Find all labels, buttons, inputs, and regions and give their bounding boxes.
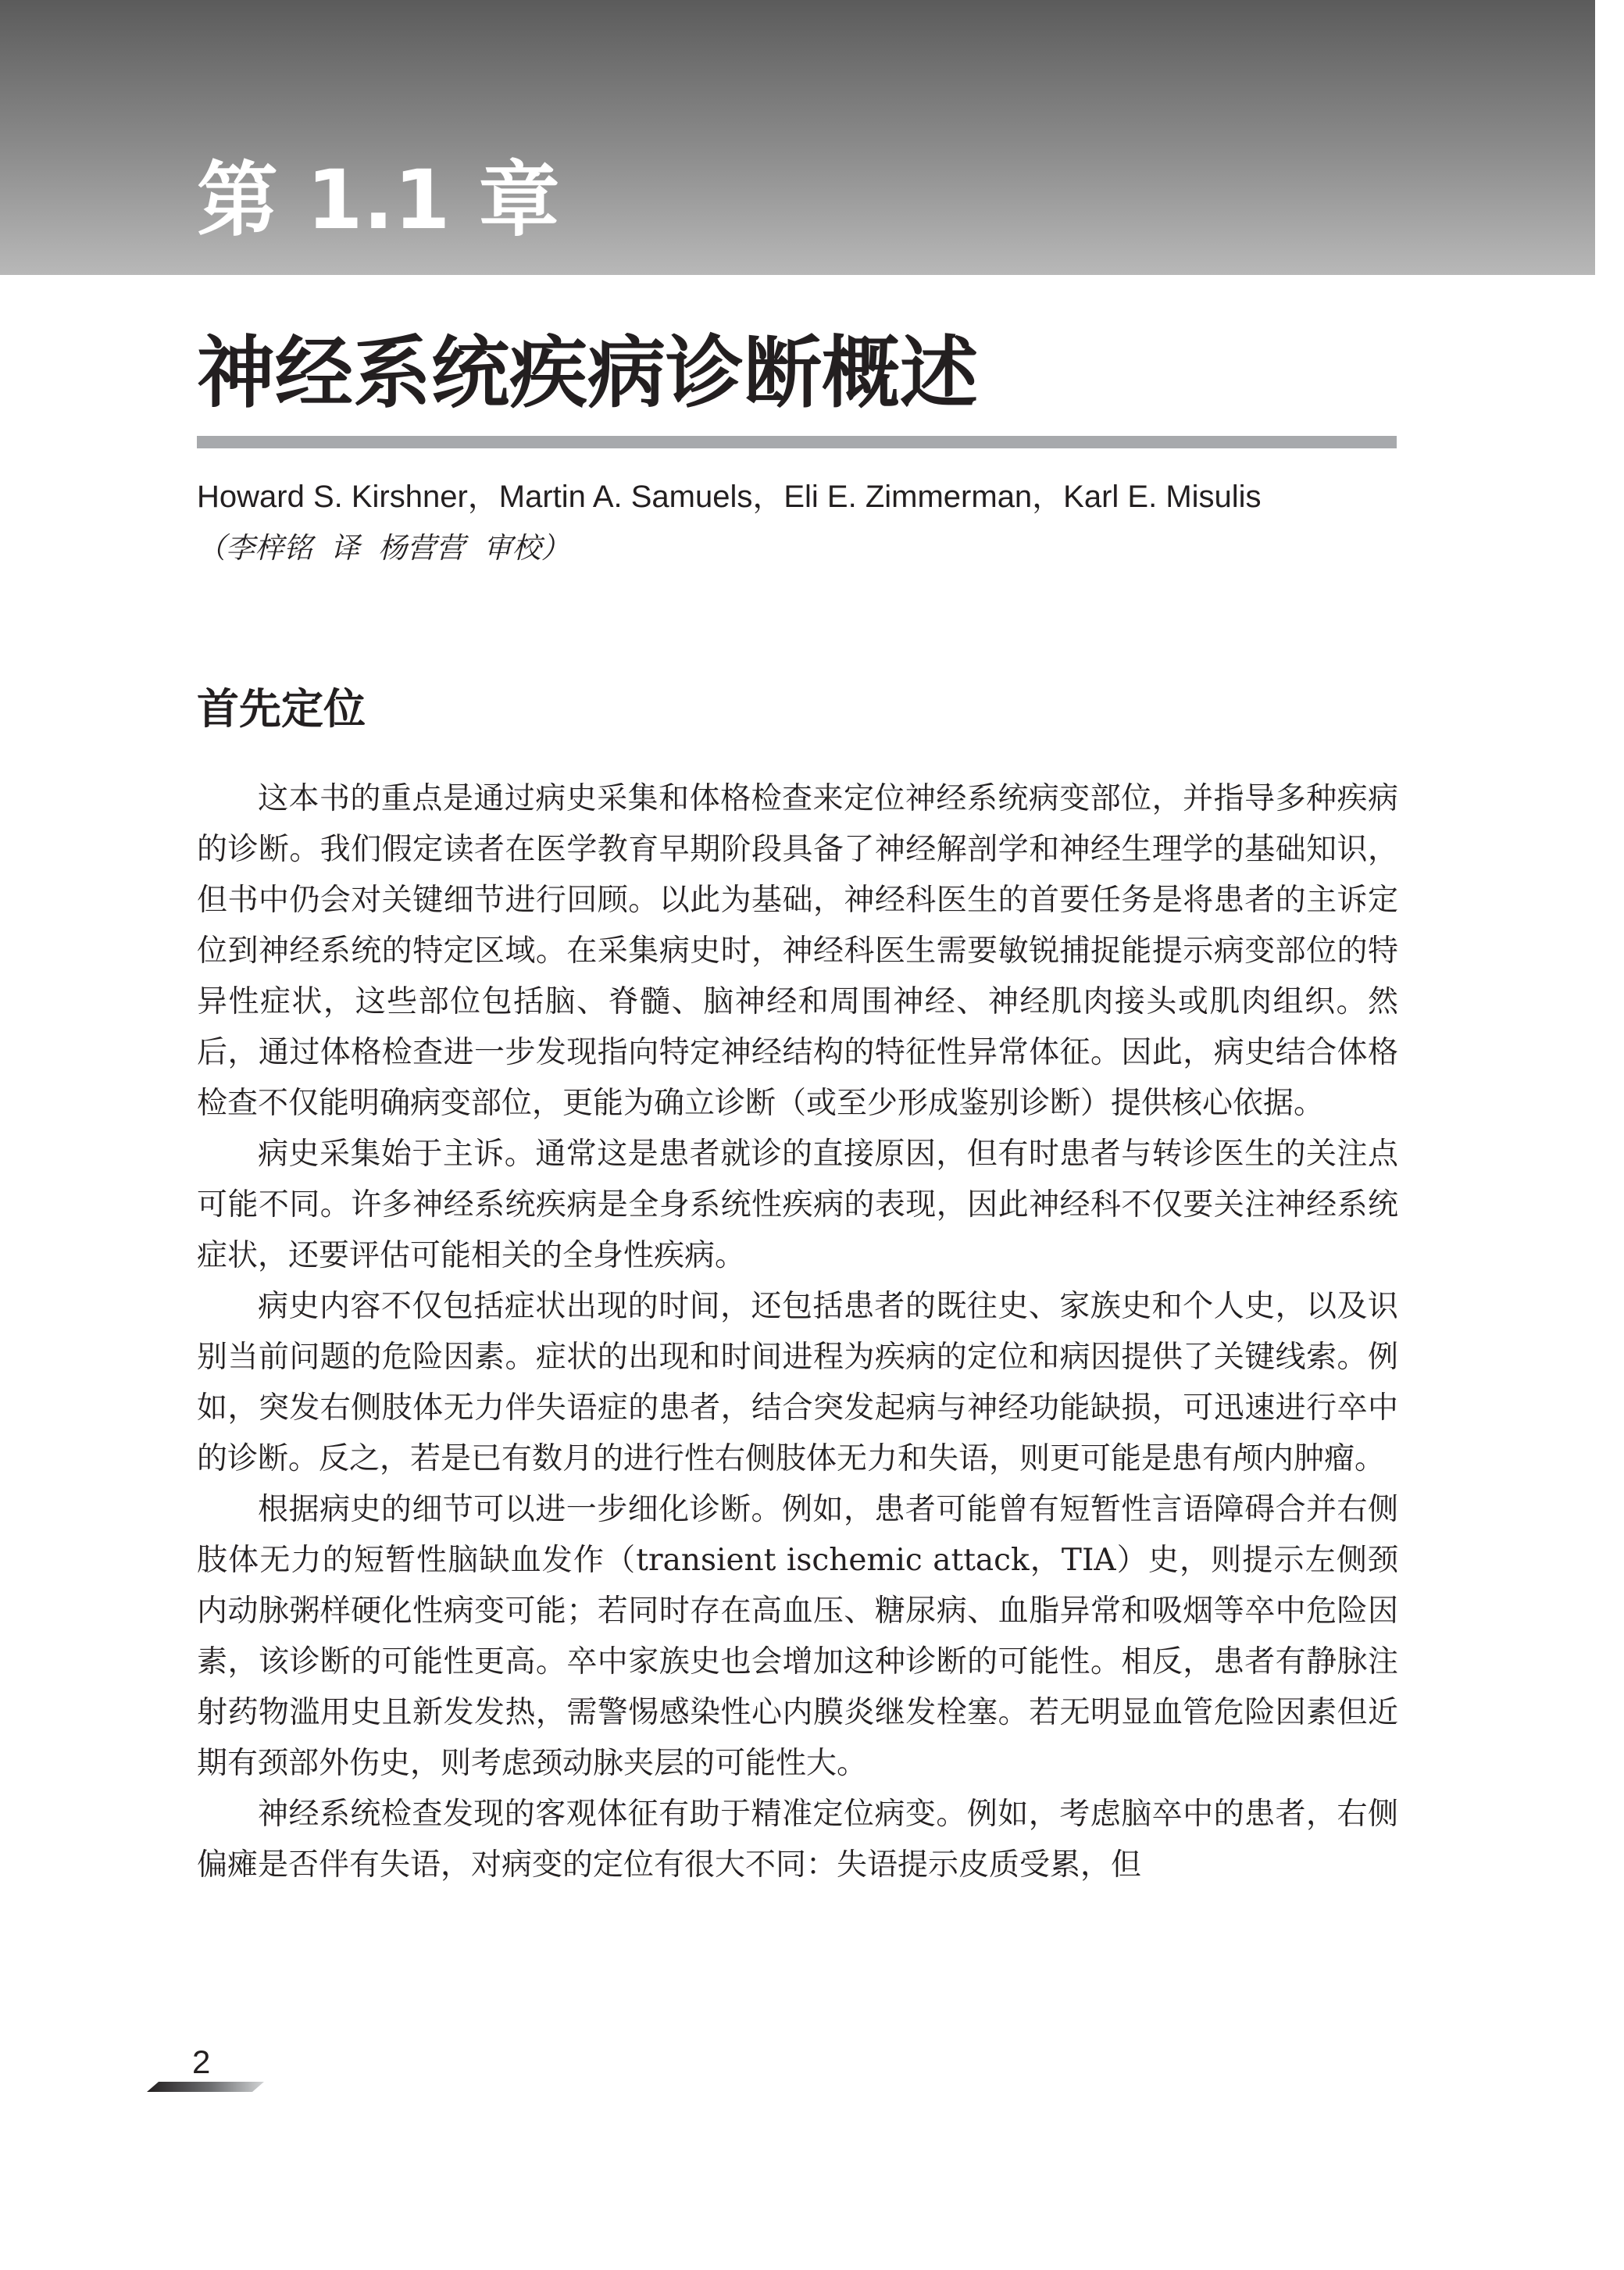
- author-list: Howard S. Kirshner，Martin A. Samuels，Eli E. Zimmerman，Karl E. Misulis: [197, 480, 1262, 514]
- paragraph: 这本书的重点是通过病史采集和体格检查来定位神经系统病变部位，并指导多种疾病的诊断。我们假定读者在医学教育早期阶段具备了神经解剖学和神经生理学的基础知识，但书中仍会对关键细节进行回顾。以此为基础，神经科医生的首要任务是将患者的主诉定位到神经系统的特定区域。在采集病史时，神经科医生需要敏锐捕捉能提示病变部位的特异性症状，这些部位包括脑、脊髓、脑神经和周围神经、神经肌肉接头或肌肉组织。然后，通过体格检查进一步发现指向特定神经结构的特征性异常体征。因此，病史结合体格检查不仅能明确病变部位，更能为确立诊断（或至少形成鉴别诊断）提供核心依据。: [197, 781, 1398, 1121]
- paragraph: 病史内容不仅包括症状出现的时间，还包括患者的既往史、家族史和个人史，以及识别当前问题的危险因素。症状的出现和时间进程为疾病的定位和病因提供了关键线索。例如，突发右侧肢体无力伴失语症的患者，结合突发起病与神经功能缺损，可迅速进行卒中的诊断。反之，若是已有数月的进行性右侧肢体无力和失语，则更可能是患有颅内肿瘤。: [197, 1289, 1398, 1476]
- page-number: 2: [192, 2043, 211, 2080]
- chapter-title: 神经系统疾病诊断概述: [197, 327, 978, 419]
- chapter-label: 第 1.1 章: [197, 152, 560, 248]
- paragraph: 病史采集始于主诉。通常这是患者就诊的直接原因，但有时患者与转诊医生的关注点可能不同。许多神经系统疾病是全身系统性疾病的表现，因此神经科不仅要关注神经系统症状，还要评估可能相关的全身性疾病。: [197, 1137, 1398, 1273]
- paragraph: 根据病史的细节可以进一步细化诊断。例如，患者可能曾有短暂性言语障碍合并右侧肢体无力的短暂性脑缺血发作（transient ischemic attack，TIA）史，则提示左侧颈内动脉粥样硬化性病变可能；若同时存在高血压、糖尿病、血脂异常和吸烟等卒中危险因素，该诊断的可能性更高。卒中家族史也会增加这种诊断的可能性。相反，患者有静脉注射药物滥用史且新发发热，需警惕感染性心内膜炎继发栓塞。若无明显血管危险因素但近期有颈部外伤史，则考虑颈动脉夹层的可能性大。: [197, 1492, 1398, 1781]
- paragraph: 神经系统检查发现的客观体征有助于精准定位病变。例如，考虑脑卒中的患者，右侧偏瘫是否伴有失语，对病变的定位有很大不同：失语提示皮质受累，但: [197, 1797, 1398, 1883]
- title-divider: [197, 436, 1397, 448]
- section-heading: 首先定位: [197, 684, 366, 733]
- body-text: [197, 773, 1398, 1890]
- translator-credit: （李梓铭 译 杨营营 审校）: [197, 531, 570, 565]
